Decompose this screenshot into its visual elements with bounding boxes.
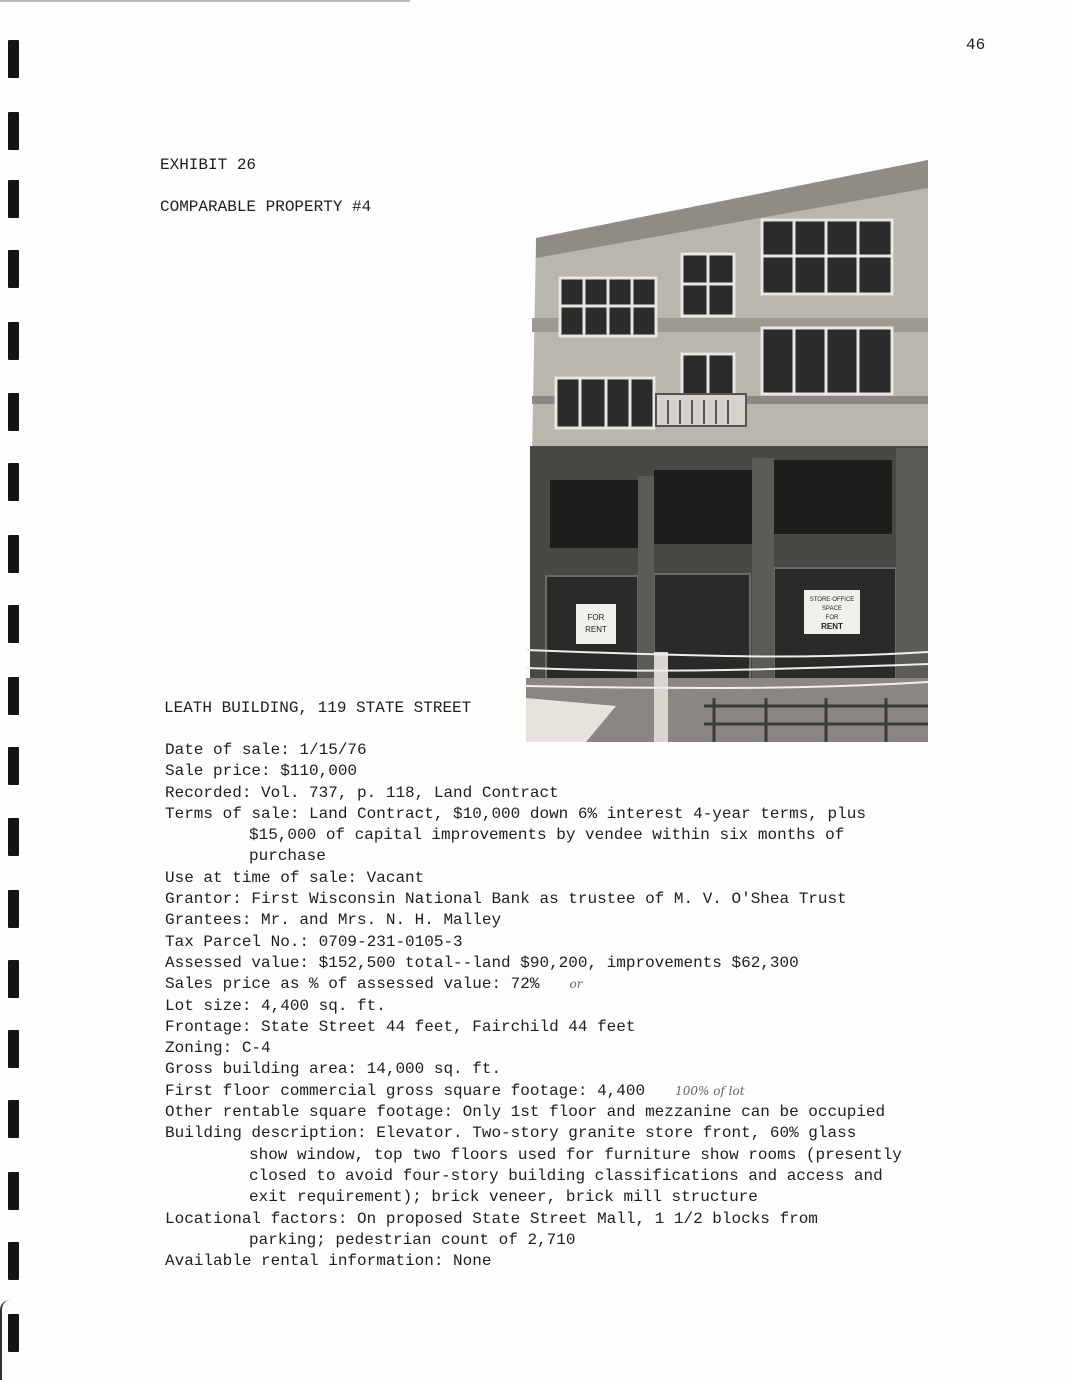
fact-use-at-sale: Use at time of sale: Vacant: [165, 868, 425, 887]
page-number: 46: [966, 36, 986, 54]
fact-lot-size: Lot size: 4,400 sq. ft.: [165, 996, 386, 1015]
fact-grantor: Grantor: First Wisconsin National Bank as trustee of M. V. O'Shea Trust: [165, 890, 847, 909]
fact-building-desc-line-4: exit requirement); brick veneer, brick mill structure: [249, 1188, 758, 1207]
binder-holes: [8, 0, 20, 1380]
exhibit-title: EXHIBIT 26: [160, 156, 257, 174]
fact-frontage: Frontage: State Street 44 feet, Fairchild 44 feet: [165, 1017, 636, 1036]
fact-recorded: Recorded: Vol. 737, p. 118, Land Contract: [165, 783, 559, 802]
fact-rental-info: Available rental information: None: [165, 1252, 492, 1271]
fact-sales-pct-row: [165, 974, 1025, 995]
top-edge-rule: [0, 0, 410, 2]
fact-assessed-value: Assessed value: $152,500 total--land $90,200, improvements $62,300: [165, 953, 799, 972]
sign-left-line-1: FOR: [587, 613, 605, 622]
fact-gross-area: Gross building area: 14,000 sq. ft.: [165, 1060, 502, 1079]
sign-right-line-3: FOR: [825, 615, 839, 621]
property-heading: COMPARABLE PROPERTY #4: [160, 198, 372, 216]
fact-building-desc-line-3: closed to avoid four-story building classifications and access and: [249, 1166, 883, 1185]
sign-left-line-2: RENT: [585, 625, 607, 634]
handwritten-note-or: or: [569, 977, 583, 992]
fact-terms-line-3: purchase: [249, 847, 326, 866]
fact-terms-line-1: Terms of sale: Land Contract, $10,000 down 6% interest 4-year terms, plus: [165, 804, 866, 823]
fact-terms-line-2: $15,000 of capital improvements by vendee within six months of: [249, 826, 845, 845]
building-photo: [526, 158, 928, 742]
fact-first-floor: First floor commercial gross square footage: 4,400: [165, 1081, 646, 1100]
page-edge-curve: [0, 1300, 12, 1380]
handwritten-note-lot: 100% of lot: [675, 1083, 745, 1098]
fact-building-desc-line-1: Building description: Elevator. Two-story granite store front, 60% glass: [165, 1124, 857, 1143]
fact-tax-parcel: Tax Parcel No.: 0709-231-0105-3: [165, 932, 463, 951]
fact-sales-pct: Sales price as % of assessed value: 72%: [165, 975, 540, 994]
fact-date-of-sale: Date of sale: 1/15/76: [165, 741, 367, 759]
sign-right-line-2: SPACE: [822, 606, 842, 612]
fact-zoning: Zoning: C-4: [165, 1039, 271, 1058]
building-caption: LEATH BUILDING, 119 STATE STREET: [164, 699, 472, 717]
fact-locational-line-1: Locational factors: On proposed State Street Mall, 1 1/2 blocks from: [165, 1209, 818, 1228]
sign-right-line-1: STORE·OFFICE: [809, 597, 855, 603]
fact-sale-price: Sale price: $110,000: [165, 762, 358, 781]
fact-building-desc-line-2: show window, top two floors used for furniture show rooms (presently: [249, 1145, 902, 1164]
fact-other-rentable: Other rentable square footage: Only 1st floor and mezzanine can be occupied: [165, 1103, 886, 1122]
property-facts: [165, 740, 1025, 1272]
fact-first-floor-row: [165, 1081, 1025, 1102]
fact-locational-line-2: parking; pedestrian count of 2,710: [249, 1230, 576, 1249]
fact-grantees: Grantees: Mr. and Mrs. N. H. Malley: [165, 911, 502, 930]
sign-right-line-4: RENT: [821, 622, 843, 631]
